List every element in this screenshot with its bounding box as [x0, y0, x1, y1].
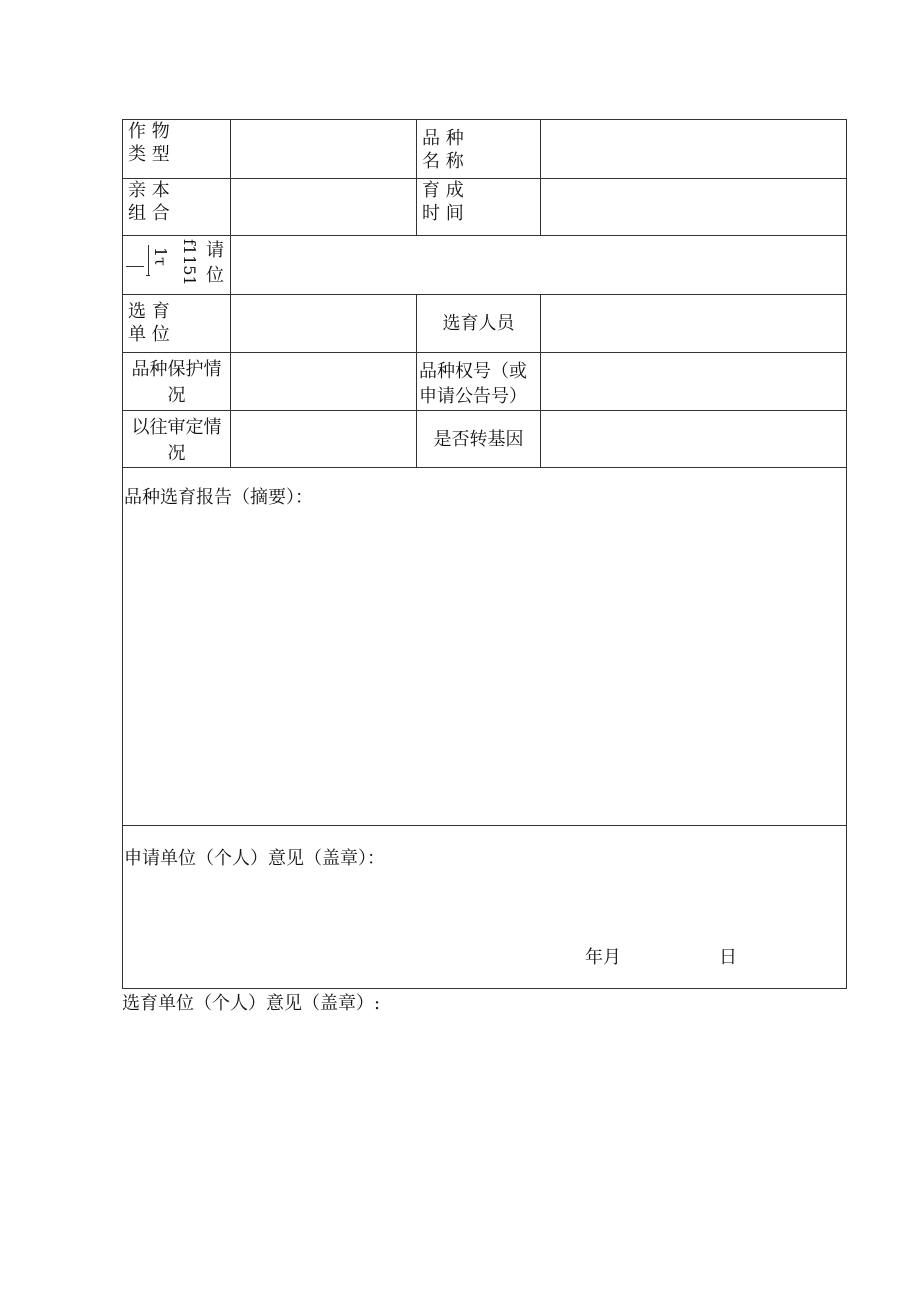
breeder-personnel-label: 选育人员	[442, 313, 515, 334]
table-border-right	[846, 119, 847, 989]
breeding-unit-opinion-label: 选育单位（个人）意见（盖章）:	[122, 993, 381, 1014]
applicant-unit-label-char2: 位	[206, 265, 224, 286]
breeding-time-field[interactable]	[541, 179, 845, 234]
breeding-time-label-line2: 时 间	[422, 203, 464, 224]
variety-right-number-label-line1: 品种权号（或	[419, 361, 527, 382]
applicant-opinion-label: 申请单位（个人）意见（盖章）：	[124, 848, 385, 869]
applicant-unit-field[interactable]	[231, 236, 845, 293]
breeding-report-field[interactable]	[123, 512, 845, 824]
table-border-bottom	[122, 988, 847, 989]
date-year-month-label: 年月	[585, 947, 621, 968]
crop-type-label-line2: 类 型	[128, 144, 170, 165]
variety-protection-label-line2: 况	[167, 385, 186, 406]
artifact-stroke	[126, 266, 144, 267]
previous-approval-label-line2: 况	[167, 443, 186, 464]
breeding-unit-field[interactable]	[231, 295, 415, 351]
artifact-underline	[146, 275, 150, 276]
applicant-unit-label-char1: 请	[206, 240, 224, 261]
variety-right-number-label-line2: 申请公告号）	[419, 386, 527, 407]
applicant-unit-label-artifact	[124, 237, 228, 293]
crop-type-field[interactable]	[231, 120, 415, 177]
breeding-report-label: 品种选育报告（摘要）：	[124, 487, 313, 508]
applicant-opinion-field[interactable]	[123, 872, 845, 942]
variety-protection-field[interactable]	[231, 353, 415, 409]
breeding-time-label-line1: 育 成	[422, 180, 464, 201]
transgenic-label: 是否转基因	[433, 429, 524, 450]
artifact-text: f1151	[180, 239, 199, 286]
date-day-label: 日	[719, 947, 737, 968]
variety-name-label-line2: 名 称	[422, 151, 464, 172]
variety-protection-label-line1: 品种保护情	[131, 359, 222, 380]
variety-name-field[interactable]	[541, 120, 845, 177]
parent-combination-label-line1: 亲 本	[128, 180, 170, 201]
artifact-bar	[148, 245, 149, 275]
transgenic-field[interactable]	[541, 411, 845, 466]
previous-approval-field[interactable]	[231, 411, 415, 466]
previous-approval-label-line1: 以往审定情	[131, 417, 222, 438]
variety-name-label-line1: 品 种	[422, 128, 464, 149]
crop-type-label-line1: 作 物	[128, 121, 170, 142]
breeding-unit-label-line1: 选 育	[128, 301, 170, 322]
breeding-unit-label-line2: 单 位	[128, 324, 170, 345]
artifact-text-b: 1τ	[151, 247, 170, 267]
variety-right-number-field[interactable]	[541, 353, 845, 409]
parent-combination-field[interactable]	[231, 179, 415, 234]
row-divider-7	[122, 825, 847, 826]
breeder-personnel-field[interactable]	[541, 295, 845, 351]
parent-combination-label-line2: 组 合	[128, 203, 170, 224]
column-divider-2-upper	[416, 119, 417, 236]
